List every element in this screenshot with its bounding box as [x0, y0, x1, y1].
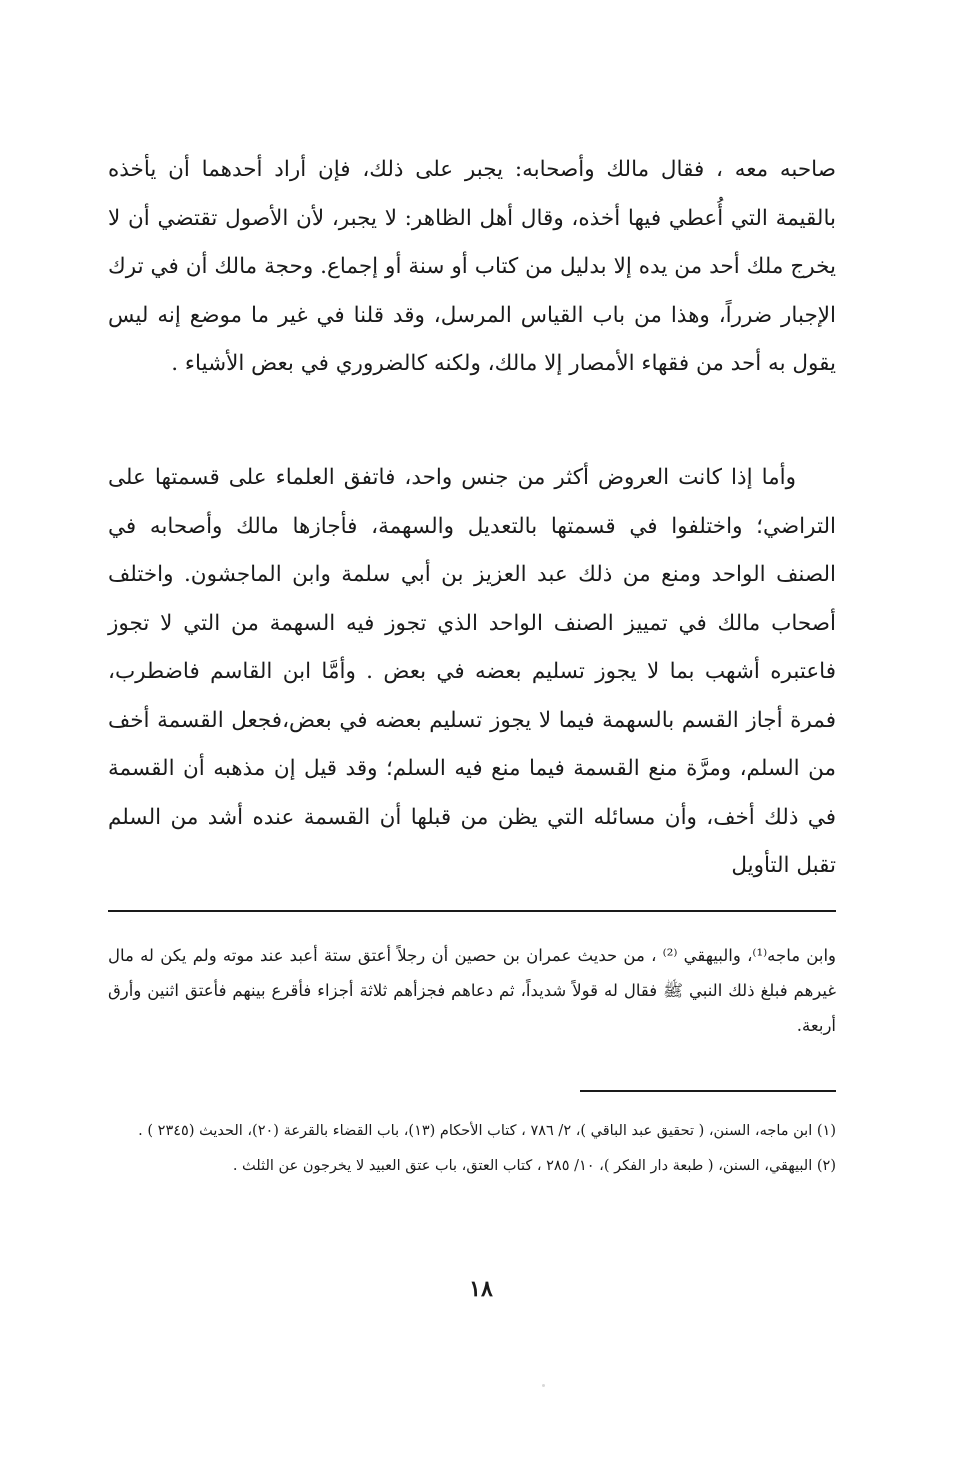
footnote-2: (٢) البيهقي، السنن، ( طبعة دار الفكر )، ١٠/ ٢٨٥ ، كتاب العتق، باب عتق العبيد لا يخرجون عن الثلث .: [232, 1158, 836, 1174]
footnote-separator-short: [580, 1090, 836, 1092]
footnote-separator-long: [108, 910, 836, 912]
body-paragraph-2: وأما إذا كانت العروض أكثر من جنس واحد، فاتفق العلماء على قسمتها على التراضي؛ واختلفوا في قسمتها بالتعديل والسهمة، فأجازها مالك وأصحابه في الصنف الواحد ومنع من ذلك عبد العزيز بن أبي سلمة وابن الماجشون. واختلف أصحاب مالك في تمييز الصنف الواحد الذي تجوز فيه السهمة من التي لا تجوز فاعتبره أشهب بما لا يجوز تسليم بعضه في بعض . وأمَّا ابن القاسم فاضطرب، فمرة أجاز القسم بالسهمة فيما لا يجوز تسليم بعضه في بعض،فجعل القسمة أخف من السلم، ومرَّة منع القسمة فيما منع فيه السلم؛ وقد قيل إن مذهبه أن القسمة في ذلك أخف، وأن مسائله التي يظن من قبلها أن القسمة عنده أشد من السلم تقبل التأويل: [108, 465, 836, 878]
scan-artifact: [542, 1384, 545, 1387]
footnote-continuation: وابن ماجه⁽¹⁾، والبيهقي ⁽²⁾ ، من حديث عمران بن حصين أن رجلاً أعتق ستة أعبد عند موته ولم يكن له مال غيرهم فبلغ ذلك النبي ﷺ فقال له قولاً شديداً، ثم دعاهم فجزأهم ثلاثة أجزاء فأقرع بينهم فأعتق اثنين وأرق أربعة.: [108, 946, 836, 1035]
footnotes-list: [108, 1117, 836, 1187]
body-paragraph-1: صاحبه معه ، فقال مالك وأصحابه: يجبر على ذلك، فإن أراد أحدهما أن يأخذه بالقيمة التي أُعطي فيها أخذه، وقال أهل الظاهر: لا يجبر، لأن الأصول تقتضي أن لا يخرج ملك أحد من يده إلا بدليل من كتاب أو سنة أو إجماع. وحجة مالك أن في ترك الإجبار ضرراً، وهذا من باب القياس المرسل، وقد قلنا في غير ما موضع إنه ليس يقول به أحد من فقهاء الأمصار إلا مالك، ولكنه كالضروري في بعض الأشياء .: [108, 157, 836, 376]
footnote-1: (١) ابن ماجه، السنن، ( تحقيق عبد الباقي )، ٢/ ٧٨٦ ، كتاب الأحكام (١٣)، باب القضاء بالقرعة (٢٠)، الحديث (٢٣٤٥ ) .: [138, 1123, 836, 1139]
page-number: ١٨: [469, 1276, 493, 1302]
